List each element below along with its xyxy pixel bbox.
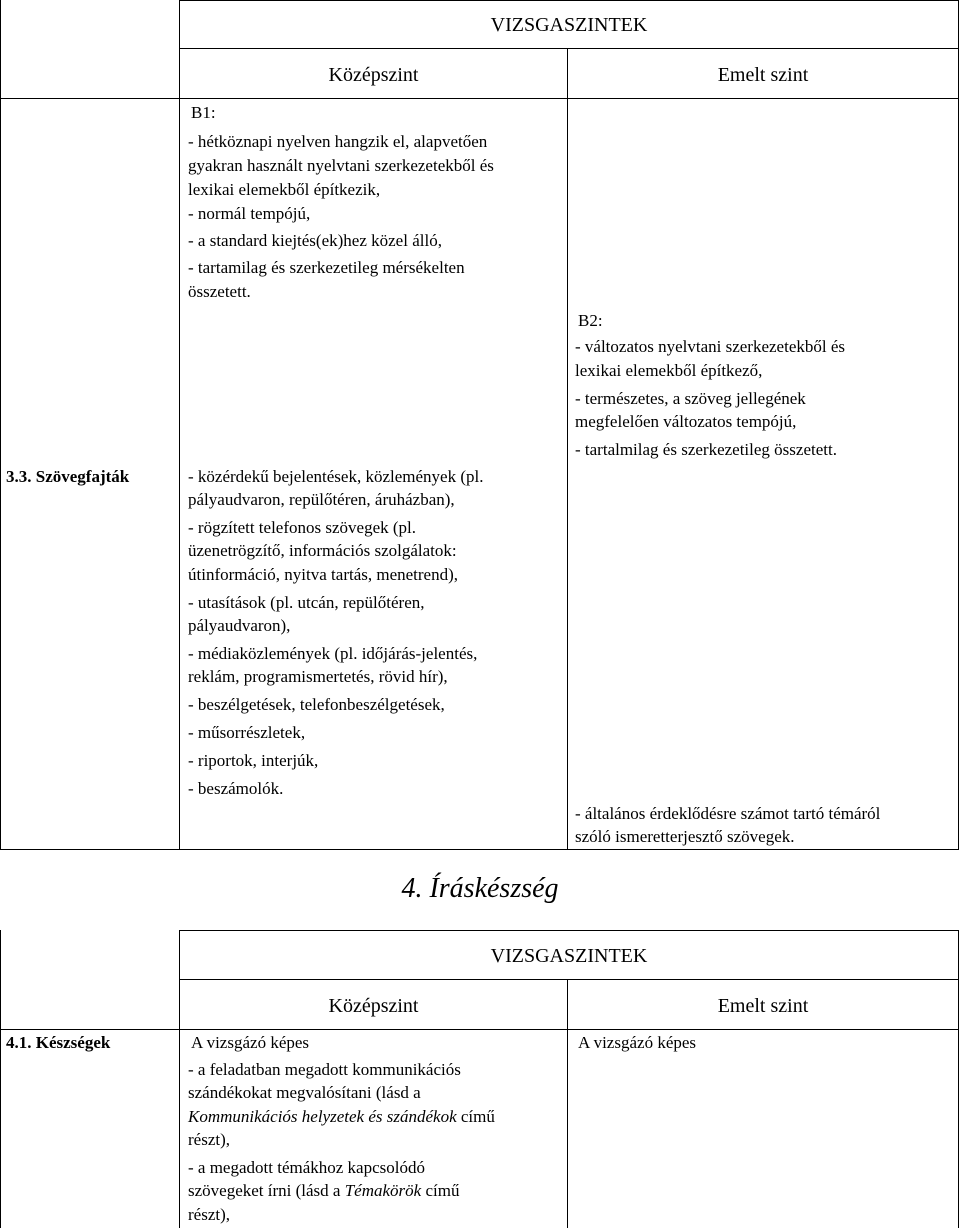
b1-title: B1: (191, 103, 216, 122)
b2-title: B2: (578, 311, 603, 330)
table-2-col-mid: Középszint (328, 995, 419, 1017)
list-item: - utasítások (pl. utcán, repülőtéren, (188, 593, 425, 612)
table-1-col-mid: Középszint (328, 64, 419, 86)
section-title: 4. Íráskészség (401, 873, 559, 904)
list-item: reklám, programismertetés, rövid hír), (188, 667, 448, 686)
list-item: - közérdekű bejelentések, közlemények (pl. (188, 467, 484, 486)
list-item: - általános érdeklődésre számot tartó témáról (575, 804, 881, 823)
b1-description (188, 129, 494, 303)
list-item: szóló ismeretterjesztő szövegek. (575, 827, 795, 846)
table-1-left-border (0, 0, 1, 850)
section-label-3-3: 3.3. Szövegfajták (6, 467, 130, 486)
list-item: részt), (188, 1130, 231, 1149)
table-2-col-high: Emelt szint (717, 995, 809, 1017)
mid-skills-list (188, 1061, 495, 1229)
section-label-4-1: 4.1. Készségek (6, 1033, 111, 1052)
b1-line: - tartamilag és szerkezetileg mérsékelten (188, 258, 465, 277)
b1-line: lexikai elemekből építkezik, (188, 180, 381, 199)
table-2-header: VIZSGASZINTEK (490, 945, 648, 967)
table-2-header-divider (179, 979, 959, 980)
b2-line: - természetes, a szöveg jellegének (575, 389, 806, 408)
italic-reference: Kommunikációs helyzetek és szándékok (188, 1107, 457, 1126)
table-1-level-divider (567, 48, 568, 850)
list-item: - rögzített telefonos szövegek (pl. (188, 518, 417, 537)
list-item: - a megadott témákhoz kapcsolódó (188, 1158, 425, 1177)
table-1-top-border (179, 0, 959, 1)
table-1-col-high: Emelt szint (717, 64, 809, 86)
list-item: - riportok, interjúk, (188, 751, 319, 770)
list-item: részt), (188, 1205, 231, 1224)
text-types-list (188, 468, 483, 804)
b2-description (575, 338, 845, 465)
table-2-right-border (958, 930, 959, 1228)
table-1-header-divider (179, 48, 959, 49)
list-item: útinformáció, nyitva tartás, menetrend), (188, 565, 459, 584)
b1-line: - normál tempójú, (188, 204, 311, 223)
list-item: pályaudvaron, repülőtéren, áruházban), (188, 490, 455, 509)
list-item: - médiaközlemények (pl. időjárás-jelentés, (188, 644, 478, 663)
table-2-left-border (0, 930, 1, 1228)
table-2-label-divider (179, 930, 180, 1228)
table-2-top-border (179, 930, 959, 931)
list-item: szándékokat megvalósítani (lásd a (188, 1083, 421, 1102)
list-item: - a feladatban megadott kommunikációs (188, 1060, 461, 1079)
high-intro: A vizsgázó képes (578, 1033, 697, 1052)
b1-line: gyakran használt nyelvtani szerkezetekből és (188, 156, 494, 175)
table-1-right-border (958, 0, 959, 850)
b2-line: - változatos nyelvtani szerkezetekből és (575, 337, 845, 356)
b2-line: - tartalmilag és szerkezetileg összetett. (575, 440, 837, 459)
list-item: szövegeket írni (lásd a Témakörök című (188, 1181, 460, 1200)
b2-line: lexikai elemekből építkező, (575, 361, 763, 380)
italic-reference: Témakörök (344, 1181, 422, 1200)
table-1-header: VIZSGASZINTEK (490, 14, 648, 36)
b1-line: - a standard kiejtés(ek)hez közel álló, (188, 231, 442, 250)
b1-line: összetett. (188, 282, 251, 301)
b2-line: megfelelően változatos tempójú, (575, 412, 797, 431)
high-text-types-list (575, 805, 880, 851)
list-item: pályaudvaron), (188, 616, 291, 635)
list-item: üzenetrögzítő, információs szolgálatok: (188, 541, 457, 560)
table-1-subheader-divider (0, 98, 959, 99)
list-item: Kommunikációs helyzetek és szándékok című (188, 1107, 495, 1126)
list-item: - beszélgetések, telefonbeszélgetések, (188, 695, 445, 714)
mid-intro: A vizsgázó képes (191, 1033, 310, 1052)
list-item: - műsorrészletek, (188, 723, 306, 742)
table-2-subheader-divider (0, 1029, 959, 1030)
list-item: - beszámolók. (188, 779, 284, 798)
b1-line: - hétköznapi nyelven hangzik el, alapvetően (188, 132, 488, 151)
table-1-label-divider (179, 0, 180, 850)
